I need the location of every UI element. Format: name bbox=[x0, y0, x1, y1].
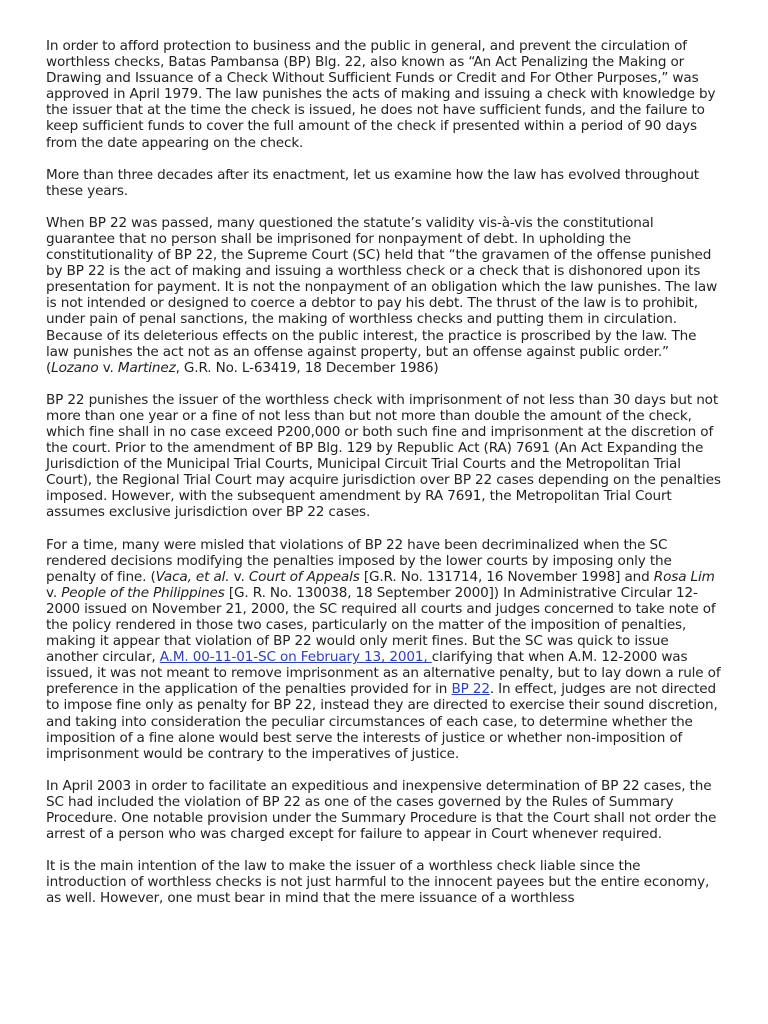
paragraph-intro: In order to afford protection to business and the public in general, and prevent the circulation of worthless checks, Batas Pambansa (BP) Blg. 22, also known as “An Act Penalizing the Making or Drawing and Issuance of a Check Without Sufficient Funds or Credit and For Other Purposes,” was approved in April 1979. The law punishes the acts of making and issuing a check with knowledge by the issuer that at the time the check is issued, he does not have sufficient funds, and the failure to keep sufficient funds to cover the full amount of the check if presented within a period of 90 days from the date appearing on the check. bbox=[46, 38, 716, 151]
paragraph-summary-procedure: In April 2003 in order to facilitate an expeditious and inexpensive determination of BP 22 cases, the SC had included the violation of BP 22 as one of the cases governed by the Rules of Summary Procedure. One notable provision under the Summary Procedure is that the Court shall not order the arrest of a person who was charged except for failure to appear in Court whenever required. bbox=[46, 777, 717, 843]
citation: , G.R. No. L-63419, 18 December 1986) bbox=[175, 359, 439, 376]
versus: v. bbox=[98, 359, 118, 376]
paragraph-decades: More than three decades after its enactment, let us examine how the law has evolved throughout these years. bbox=[46, 166, 699, 199]
case-name: Lozano bbox=[51, 359, 99, 376]
paragraph-intention: It is the main intention of the law to make the issuer of a worthless check liable since the introduction of worthless checks is not just harmful to the innocent payees but the entire economy, as well. However, one must bear in mind that the mere issuance of a worthless bbox=[46, 858, 710, 907]
citation: [G.R. No. 131714, 16 November 1998] and bbox=[359, 568, 654, 585]
paragraph-text: [G. R. No. 130038, 18 September 2000]) In Administrative Circular 12-2000 issued on November 21, 2000, the SC required all courts and judges concerned to take note of the policy rendered in those two cases, particularly on the matter of the imposition of penalties, making it appear that violation of BP 22 would only merit fines. But the SC was quick to issue another circular, bbox=[46, 584, 716, 666]
bp22-link[interactable]: BP 22 bbox=[451, 681, 490, 698]
case-name: Vaca, et al. bbox=[155, 568, 230, 585]
paragraph-text: clarifying that when A.M. 12-2000 was issued, it was not meant to remove imprisonment as an alternative penalty, but to lay down a rule of preference in the application of the penalties provided for in bbox=[46, 649, 721, 698]
versus: v. bbox=[46, 584, 62, 601]
case-name: People of the Philippines bbox=[61, 584, 225, 601]
paragraph-penalties: BP 22 punishes the issuer of the worthless check with imprisonment of not less than 30 days but not more than one year or a fine of not less than but not more than double the amount of the check, which fine shall in no case exceed P200,000 or both such fine and imprisonment at the discretion of the court. Prior to the amendment of BP Blg. 129 by Republic Act (RA) 7691 (An Act Expanding the Jurisdiction of the Municipal Trial Courts, Municipal Circuit Trial Courts and the Metropolitan Trial Court), the Regional Trial Court may acquire jurisdiction over BP 22 cases depending on the penalties imposed. However, with the subsequent amendment by RA 7691, the Metropolitan Trial Court assumes exclusive jurisdiction over BP 22 cases. bbox=[46, 391, 721, 521]
paragraph-text: When BP 22 was passed, many questioned the statute’s validity vis-à-vis the constitutional guarantee that no person shall be imprisoned for nonpayment of debt. In upholding the constitutionality of BP 22, the Supreme Court (SC) held that “the gravamen of the offense punished by BP 22 is the act of making and issuing a worthless check or a check that is dishonored upon its presentation for payment. It is not the nonpayment of an obligation which the law punishes. The law is not intended or designed to coerce a debtor to pay his debt. The thrust of the law is to prohibit, under pain of penal sanctions, the making of worthless checks and putting them in circulation. Because of its deleterious effects on the public interest, the practice is proscribed by the law. The law punishes the act not as an offense against property, but an offense against public order.” ( bbox=[46, 214, 718, 376]
case-name: Martinez bbox=[117, 359, 176, 376]
versus: v. bbox=[229, 568, 249, 585]
case-name: Court of Appeals bbox=[248, 568, 360, 585]
paragraph-text: . In effect, judges are not directed to impose fine only as penalty for BP 22, instead they are directed to exercise their sound discretion, and taking into consideration the peculiar circumstances of each case, to determine whether the imposition of a fine alone would best serve the interests of justice or whether non-imposition of imprisonment would be contrary to the imperatives of justice. bbox=[46, 681, 718, 762]
paragraph-constitutionality bbox=[46, 215, 722, 376]
paragraph-decriminalized bbox=[46, 537, 722, 762]
circular-link[interactable]: A.M. 00-11-01-SC on February 13, 2001, bbox=[159, 649, 432, 666]
case-name: Rosa Lim bbox=[653, 568, 715, 585]
paragraph-text: For a time, many were misled that violations of BP 22 have been decriminalized when the SC rendered decisions modifying the penalties imposed by the lower courts by imposing only the penalty of fine. ( bbox=[46, 536, 672, 585]
